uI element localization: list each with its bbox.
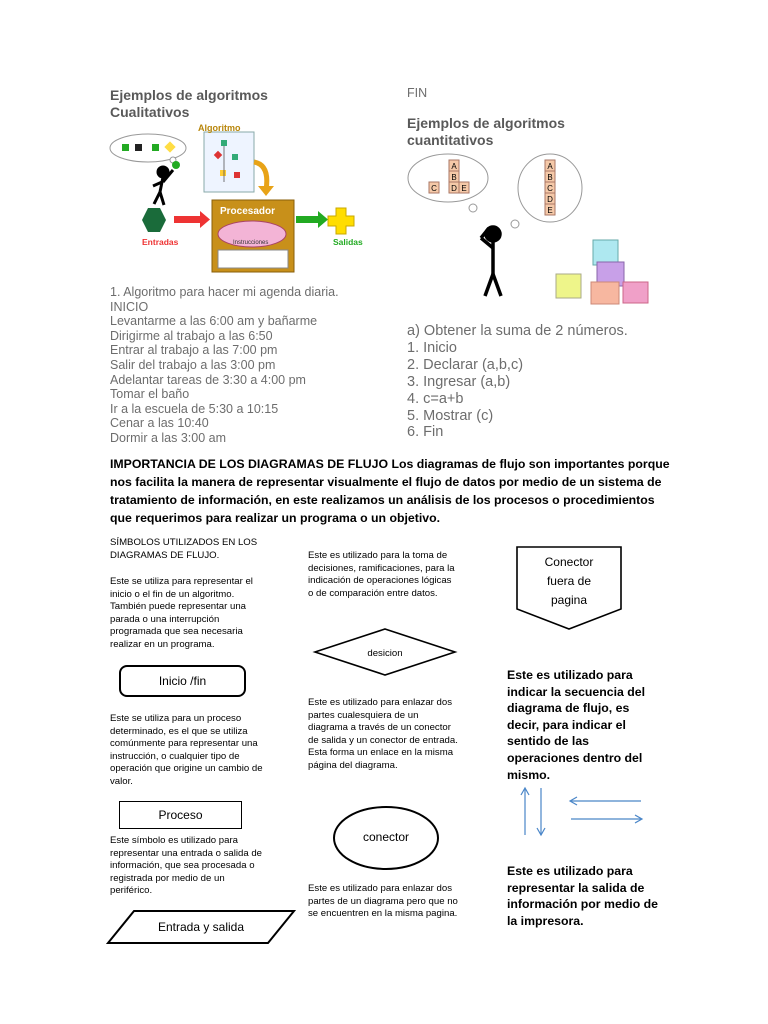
agenda-item: Adelantar tareas de 3:30 a 4:00 pm <box>110 372 306 387</box>
agenda-item: Entrar al trabajo a las 7:00 pm <box>110 343 278 358</box>
letter-block-label: D <box>451 184 457 193</box>
proceso-shape: Proceso <box>119 801 242 829</box>
desc-decision: Este es utilizado para la toma de decisiones, ramificaciones, para la indicación de operaciones lógicas o de comparación entre datos. <box>308 550 455 599</box>
conector-fuera-pagina-shape <box>515 545 625 633</box>
letter-block-label: B <box>547 173 553 182</box>
agenda-item: Tomar el baño <box>110 387 190 402</box>
conector-fuera-line1: Conector <box>544 555 594 569</box>
step-item: 2. Declarar (a,b,c) <box>407 356 524 373</box>
algoritmo-label: Algoritmo <box>198 123 241 133</box>
letter-block-label: C <box>547 184 553 193</box>
conector-fuera-line3: pagina <box>550 593 588 607</box>
letter-block-label: C <box>431 184 437 193</box>
salidas-label: Salidas <box>333 237 363 247</box>
thinking-person-icon <box>481 227 501 296</box>
desc-conector: Este es utilizado para enlazar dos partes cualesquiera de un diagrama a través de un conector de salida y un conector de entrada. Esta forma un enlace en la misma página del diagrama. <box>308 697 458 771</box>
stick-figure-icon <box>153 167 173 205</box>
agenda-item: Levantarme a las 6:00 am y bañarme <box>110 314 318 329</box>
letter-block-label: B <box>451 173 457 182</box>
desc-inicio: Este se utiliza para representar el inicio o el fin de un algoritmo. También puede representar una parada o una interrupción programada que sea necesaria realizar en un programa. <box>110 576 253 650</box>
instrucciones-label: Instrucciones <box>233 240 269 246</box>
agenda-item: INICIO <box>110 299 149 314</box>
left-thought-cloud-icon <box>408 154 488 202</box>
curved-arrow-icon <box>254 162 267 190</box>
conector-fuera-line2: fuera de <box>546 574 592 588</box>
colored-blocks-icon <box>556 240 648 304</box>
thinking-blocks-illustration <box>405 150 660 305</box>
agenda-item: Salir del trabajo a las 3:00 pm <box>110 357 276 372</box>
quantitative-steps <box>407 323 628 441</box>
agenda-item: 1. Algoritmo para hacer mi agenda diaria. <box>110 285 339 299</box>
letter-block-label: A <box>451 162 457 171</box>
entrada-salida-shape <box>106 909 298 945</box>
agenda-list <box>110 285 339 446</box>
inicio-fin-shape: Inicio /fin <box>119 665 246 697</box>
step-item: 3. Ingresar (a,b) <box>407 373 511 390</box>
agenda-item: Cenar a las 10:40 <box>110 416 209 431</box>
entradas-label: Entradas <box>142 237 179 247</box>
symbols-title: SÍMBOLOS UTILIZADOS EN LOS DIAGRAMAS DE FLUJO. <box>110 537 258 561</box>
agenda-item: Dormir a las 3:00 am <box>110 430 227 445</box>
letter-block-label: D <box>547 195 553 204</box>
step-item: 4. c=a+b <box>407 390 464 407</box>
output-arrow-icon <box>296 216 318 223</box>
step-item: a) Obtener la suma de 2 números. <box>407 323 628 339</box>
desc-flujo: Este es utilizado para indicar la secuencia del diagrama de flujo, es decir, para indicar el sentido de las operaciones dentro del mismo. <box>507 668 646 782</box>
entrada-salida-label: Entrada y salida <box>157 920 245 934</box>
letter-block-label: E <box>547 206 553 215</box>
conector-shape <box>331 804 441 872</box>
letter-block-label: A <box>547 162 553 171</box>
decision-label: desicion <box>367 648 403 659</box>
hexagon-icon <box>142 208 166 232</box>
step-item: 1. Inicio <box>407 339 457 356</box>
letter-block-label: E <box>461 184 467 193</box>
desc-proceso: Este se utiliza para un proceso determinado, es el que se utiliza comúnmente para representar una instrucción, o cualquier tipo de operación que origine un cambio de valor. <box>110 713 263 787</box>
desc-impresora: Este es utilizado para representar la salida de información por medio de la impresora. <box>507 864 658 928</box>
algorithm-processor-illustration <box>108 120 363 275</box>
desc-fuera-pagina: Este es utilizado para enlazar dos partes de un diagrama pero que no se encuentren en la misma pagina. <box>308 883 458 920</box>
desc-entrada: Este símbolo es utilizado para representar una entrada o salida de información, que sea procesada o registrada por medio de un periférico. <box>110 835 263 897</box>
algorithm-sheet-icon <box>204 132 254 192</box>
agenda-item: Dirigirme al trabajo a las 6:50 <box>110 328 273 343</box>
heading-cualitativos: Ejemplos de algoritmos Cualitativos <box>110 87 268 120</box>
fin-label: FIN <box>407 86 428 100</box>
conector-label: conector <box>362 830 410 844</box>
step-item: 6. Fin <box>407 424 444 441</box>
input-arrow-icon <box>174 216 200 223</box>
step-item: 5. Mostrar (c) <box>407 407 494 424</box>
procesador-label: Procesador <box>220 206 276 217</box>
agenda-item: Ir a la escuela de 5:30 a 10:15 <box>110 401 279 416</box>
cross-shape-icon <box>328 208 354 234</box>
decision-shape <box>313 627 457 677</box>
heading-cuantitativos: Ejemplos de algoritmos cuantitativos <box>407 115 565 148</box>
importance-paragraph: IMPORTANCIA DE LOS DIAGRAMAS DE FLUJO Los diagramas de flujo son importantes porque nos facilita la manera de representar visualmente el flujo de datos por medio de un sistema de tratamiento de información, en este realizamos un análisis de los procesos o procedimientos que requerimos para realizar un programa o un objetivo. <box>110 457 670 525</box>
flow-arrows-icon <box>515 783 650 841</box>
